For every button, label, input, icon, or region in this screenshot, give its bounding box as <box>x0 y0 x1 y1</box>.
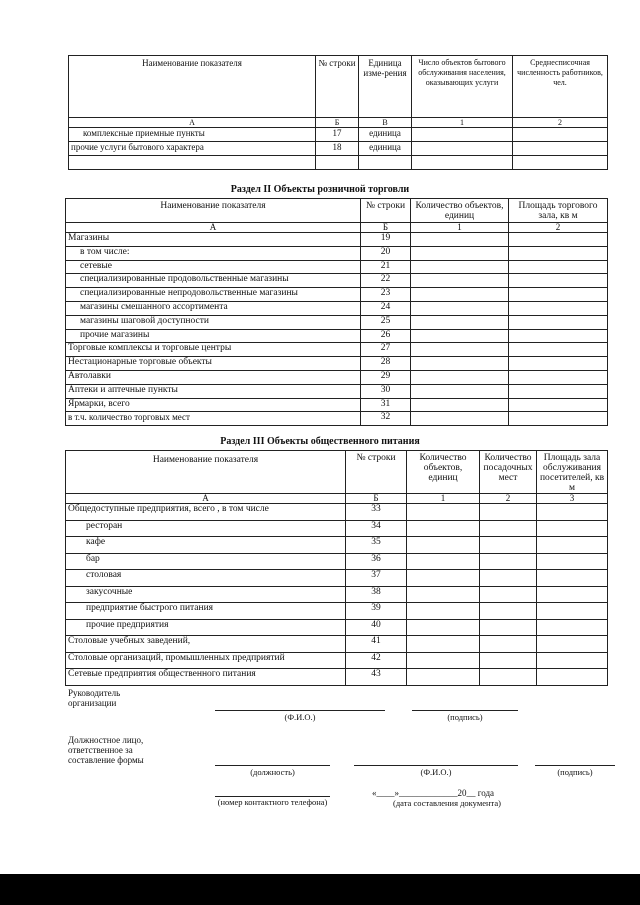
row-name: Сетевые предприятия общественного питания <box>66 669 346 686</box>
input-cell[interactable] <box>480 669 537 686</box>
input-cell[interactable] <box>513 156 608 170</box>
input-cell[interactable] <box>537 652 608 669</box>
responsible-label: Должностное лицо, ответственное за составление формы <box>68 735 144 765</box>
row-name: прочие предприятия <box>66 619 346 636</box>
header-objects-count: Количество объектов, единиц <box>411 199 509 223</box>
row-number: 28 <box>361 357 411 371</box>
input-cell[interactable] <box>509 398 608 412</box>
table-row <box>66 504 608 521</box>
input-cell[interactable] <box>411 288 509 302</box>
table-row <box>66 669 608 686</box>
row-name: бар <box>66 553 346 570</box>
input-cell[interactable] <box>509 357 608 371</box>
row-number: 40 <box>346 619 407 636</box>
table-row <box>66 586 608 603</box>
row-number: 29 <box>361 370 411 384</box>
row-name: Магазины <box>66 233 361 247</box>
row-name: магазины смешанного ассортимента <box>66 301 361 315</box>
input-cell[interactable] <box>411 274 509 288</box>
head-sign-caption: (подпись) <box>447 712 483 722</box>
section-2-title: Раздел II Объекты розничной торговли <box>230 184 410 195</box>
code-cell: 1 <box>412 118 513 128</box>
input-cell[interactable] <box>513 142 608 156</box>
row-name: ресторан <box>66 520 346 537</box>
position-caption: (должность) <box>250 767 295 777</box>
scan-border <box>0 874 640 905</box>
position-line[interactable] <box>215 765 330 766</box>
input-cell[interactable] <box>411 370 509 384</box>
input-cell[interactable] <box>537 537 608 554</box>
input-cell[interactable] <box>480 553 537 570</box>
services-table <box>68 55 608 170</box>
table-row <box>69 156 608 170</box>
table-row <box>66 274 608 288</box>
header-hall-area: Площадь зала обслуживания посетителей, кв м <box>537 451 608 494</box>
input-cell[interactable] <box>407 619 480 636</box>
input-cell[interactable] <box>412 128 513 142</box>
input-cell[interactable] <box>537 636 608 653</box>
catering-table <box>65 450 608 686</box>
row-name: кафе <box>66 537 346 554</box>
table-row <box>66 315 608 329</box>
row-name: столовая <box>66 570 346 587</box>
table-row <box>66 398 608 412</box>
header-objects-count: Число объектов бытового обслуживания населения, оказывающих услуги <box>412 56 513 118</box>
input-cell[interactable] <box>480 520 537 537</box>
retail-table <box>65 198 608 426</box>
input-cell[interactable] <box>407 636 480 653</box>
head-fio-line[interactable] <box>215 710 385 711</box>
table-row <box>66 570 608 587</box>
input-cell[interactable] <box>480 570 537 587</box>
table-row <box>66 603 608 620</box>
input-cell[interactable] <box>407 603 480 620</box>
row-name: магазины шаговой доступности <box>66 315 361 329</box>
input-cell[interactable] <box>509 384 608 398</box>
head-label: Руководитель организации <box>68 688 121 708</box>
date-caption: (дата составления документа) <box>393 798 501 808</box>
code-cell: 1 <box>411 223 509 233</box>
responsible-fio-line[interactable] <box>354 765 518 766</box>
row-number: 17 <box>316 128 359 142</box>
input-cell[interactable] <box>411 315 509 329</box>
header-row-number: № строки <box>361 199 411 223</box>
row-number: 39 <box>346 603 407 620</box>
table-row <box>66 553 608 570</box>
row-number: 31 <box>361 398 411 412</box>
header-trade-area: Площадь торгового зала, кв м <box>509 199 608 223</box>
row-number: 36 <box>346 553 407 570</box>
table-row <box>66 636 608 653</box>
input-cell[interactable] <box>480 619 537 636</box>
code-cell: А <box>69 118 316 128</box>
table-row <box>66 537 608 554</box>
section-3-title: Раздел III Объекты общественного питания <box>220 436 420 447</box>
row-number: 27 <box>361 343 411 357</box>
empty-cell <box>359 156 412 170</box>
input-cell[interactable] <box>411 329 509 343</box>
row-unit: единица <box>359 128 412 142</box>
code-cell: 2 <box>480 494 537 504</box>
row-name: Автолавки <box>66 370 361 384</box>
row-number: 26 <box>361 329 411 343</box>
row-name: прочие магазины <box>66 329 361 343</box>
header-row-number: № строки <box>346 451 407 494</box>
phone-caption: (номер контактного телефона) <box>217 797 328 807</box>
row-number: 37 <box>346 570 407 587</box>
header-seats: Количество посадочных мест <box>480 451 537 494</box>
row-number: 42 <box>346 652 407 669</box>
header-row-number: № строки <box>316 56 359 118</box>
input-cell[interactable] <box>509 233 608 247</box>
input-cell[interactable] <box>480 586 537 603</box>
code-cell: 3 <box>537 494 608 504</box>
code-cell: 2 <box>513 118 608 128</box>
input-cell[interactable] <box>411 412 509 426</box>
row-name: Аптеки и аптечные пункты <box>66 384 361 398</box>
row-number: 21 <box>361 260 411 274</box>
input-cell[interactable] <box>480 636 537 653</box>
code-cell: 1 <box>407 494 480 504</box>
empty-cell <box>316 156 359 170</box>
row-number: 41 <box>346 636 407 653</box>
input-cell[interactable] <box>509 412 608 426</box>
code-cell: А <box>66 223 361 233</box>
row-number: 23 <box>361 288 411 302</box>
input-cell[interactable] <box>411 246 509 260</box>
date-line[interactable]: «____»_____________20__ года <box>372 788 495 798</box>
input-cell[interactable] <box>407 570 480 587</box>
code-cell: Б <box>361 223 411 233</box>
input-cell[interactable] <box>513 128 608 142</box>
input-cell[interactable] <box>412 156 513 170</box>
input-cell[interactable] <box>412 142 513 156</box>
input-cell[interactable] <box>509 246 608 260</box>
input-cell[interactable] <box>537 586 608 603</box>
table-row <box>66 343 608 357</box>
row-number: 22 <box>361 274 411 288</box>
table-row <box>66 619 608 636</box>
row-name: комплексные приемные пункты <box>69 128 316 142</box>
input-cell[interactable] <box>411 260 509 274</box>
input-cell[interactable] <box>509 329 608 343</box>
input-cell[interactable] <box>509 288 608 302</box>
responsible-sign-line[interactable] <box>535 765 615 766</box>
input-cell[interactable] <box>509 260 608 274</box>
row-name: в т.ч. количество торговых мест <box>66 412 361 426</box>
header-name: Наименование показателя <box>69 56 316 118</box>
input-cell[interactable] <box>407 669 480 686</box>
input-cell[interactable] <box>411 398 509 412</box>
table-row <box>66 301 608 315</box>
row-number: 24 <box>361 301 411 315</box>
row-name: закусочные <box>66 586 346 603</box>
input-cell[interactable] <box>480 652 537 669</box>
code-cell: А <box>66 494 346 504</box>
input-cell[interactable] <box>411 343 509 357</box>
row-number: 20 <box>361 246 411 260</box>
row-name: сетевые <box>66 260 361 274</box>
input-cell[interactable] <box>411 233 509 247</box>
row-number: 38 <box>346 586 407 603</box>
table-row <box>66 329 608 343</box>
input-cell[interactable] <box>407 553 480 570</box>
head-fio-caption: (Ф.И.О.) <box>284 712 316 722</box>
input-cell[interactable] <box>407 652 480 669</box>
input-cell[interactable] <box>509 301 608 315</box>
header-unit: Единица изме-рения <box>359 56 412 118</box>
row-number: 25 <box>361 315 411 329</box>
input-cell[interactable] <box>411 384 509 398</box>
input-cell[interactable] <box>537 603 608 620</box>
row-name: специализированные непродовольственные магазины <box>66 288 361 302</box>
head-sign-line[interactable] <box>412 710 518 711</box>
row-unit: единица <box>359 142 412 156</box>
input-cell[interactable] <box>407 520 480 537</box>
input-cell[interactable] <box>407 504 480 521</box>
input-cell[interactable] <box>411 301 509 315</box>
input-cell[interactable] <box>509 370 608 384</box>
header-employees: Среднесписочная численность работников, чел. <box>513 56 608 118</box>
input-cell[interactable] <box>407 537 480 554</box>
row-number: 34 <box>346 520 407 537</box>
header-name: Наименование показателя <box>66 199 361 223</box>
input-cell[interactable] <box>480 504 537 521</box>
input-cell[interactable] <box>509 274 608 288</box>
input-cell[interactable] <box>480 537 537 554</box>
table-row <box>66 520 608 537</box>
row-number: 32 <box>361 412 411 426</box>
row-number: 19 <box>361 233 411 247</box>
code-cell: Б <box>346 494 407 504</box>
row-number: 33 <box>346 504 407 521</box>
table-row <box>69 142 608 156</box>
code-cell: В <box>359 118 412 128</box>
row-number: 30 <box>361 384 411 398</box>
table-row <box>66 412 608 426</box>
input-cell[interactable] <box>537 553 608 570</box>
input-cell[interactable] <box>509 343 608 357</box>
table-row <box>66 233 608 247</box>
row-name: Ярмарки, всего <box>66 398 361 412</box>
row-name: Нестационарные торговые объекты <box>66 357 361 371</box>
table-row <box>66 357 608 371</box>
row-name: предприятие быстрого питания <box>66 603 346 620</box>
table-row <box>66 246 608 260</box>
header-objects-count: Количество объектов, единиц <box>407 451 480 494</box>
input-cell[interactable] <box>537 570 608 587</box>
input-cell[interactable] <box>411 357 509 371</box>
code-cell: Б <box>316 118 359 128</box>
row-name: Столовые учебных заведений, <box>66 636 346 653</box>
input-cell[interactable] <box>537 669 608 686</box>
code-cell: 2 <box>509 223 608 233</box>
input-cell[interactable] <box>407 586 480 603</box>
row-name: Общедоступные предприятия, всего , в том числе <box>66 504 346 521</box>
row-name: прочие услуги бытового характера <box>69 142 316 156</box>
input-cell[interactable] <box>537 619 608 636</box>
table-row <box>66 288 608 302</box>
row-number: 43 <box>346 669 407 686</box>
input-cell[interactable] <box>537 520 608 537</box>
table-row <box>66 384 608 398</box>
row-number: 35 <box>346 537 407 554</box>
empty-cell <box>69 156 316 170</box>
row-name: Столовые организаций, промышленных предприятий <box>66 652 346 669</box>
input-cell[interactable] <box>537 504 608 521</box>
table-row <box>66 652 608 669</box>
table-row <box>69 128 608 142</box>
row-name: Торговые комплексы и торговые центры <box>66 343 361 357</box>
responsible-fio-caption: (Ф.И.О.) <box>420 767 452 777</box>
input-cell[interactable] <box>509 315 608 329</box>
row-name: в том числе: <box>66 246 361 260</box>
row-name: специализированные продовольственные магазины <box>66 274 361 288</box>
table-row <box>66 370 608 384</box>
table-row <box>66 260 608 274</box>
header-name: Наименование показателя <box>66 451 346 494</box>
input-cell[interactable] <box>480 603 537 620</box>
row-number: 18 <box>316 142 359 156</box>
responsible-sign-caption: (подпись) <box>557 767 593 777</box>
